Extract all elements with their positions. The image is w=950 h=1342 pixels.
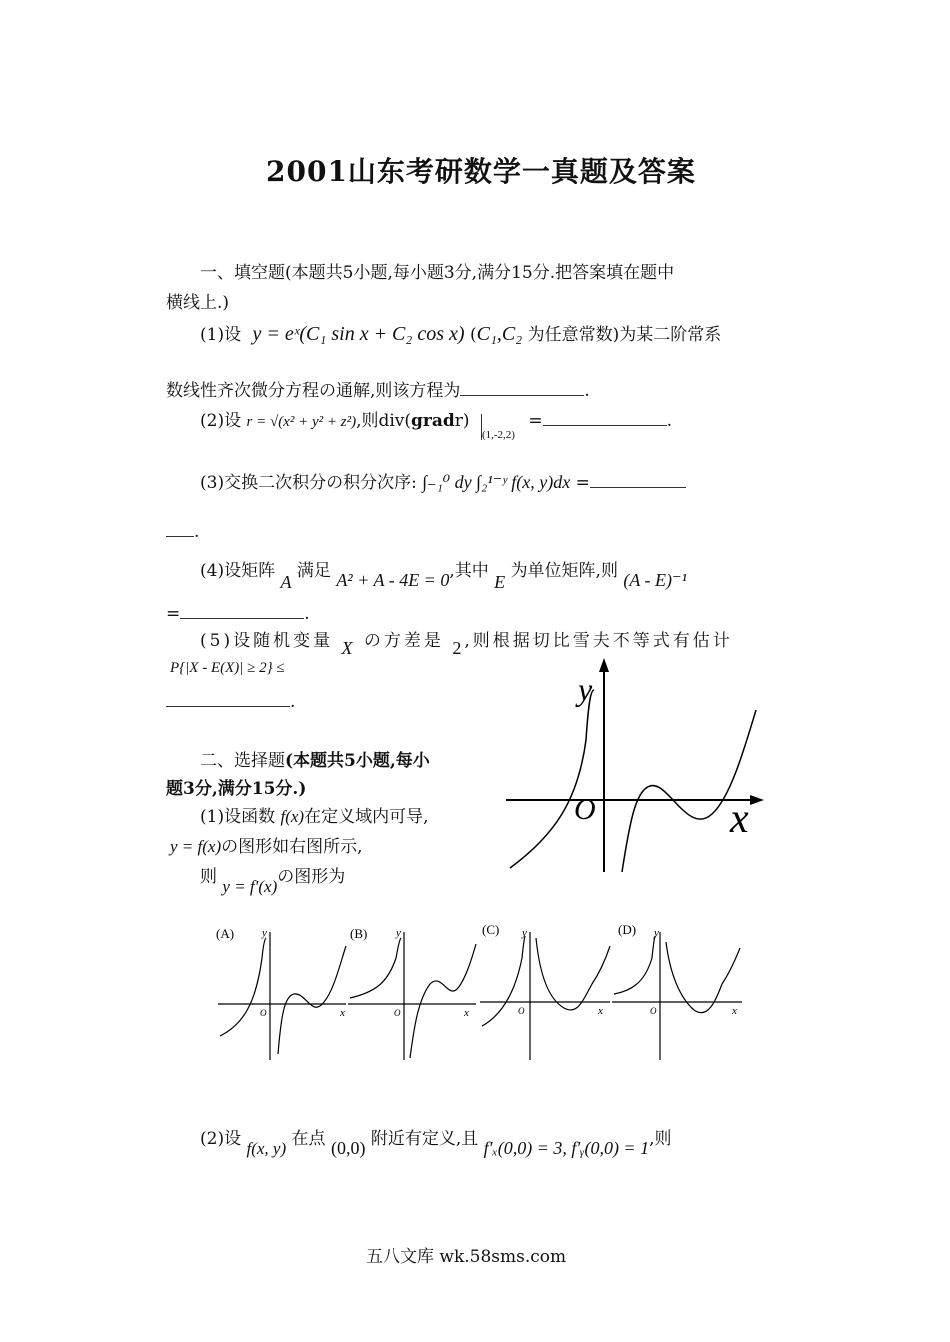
c1-line3-f: y = f′(x) bbox=[222, 877, 278, 896]
q5-t2: ,则根据切比雪夫不等式有估计 bbox=[464, 631, 733, 651]
q4-A: A bbox=[280, 572, 292, 592]
option-b-right-branch bbox=[410, 944, 476, 1058]
option-a-x-label: x bbox=[340, 1007, 345, 1019]
q4-t1: 满足 bbox=[296, 561, 331, 581]
c2-point: (0,0) bbox=[330, 1138, 366, 1158]
q3-answer-blank-cont[interactable] bbox=[166, 535, 194, 537]
q4-inverse: (A - E)⁻¹ bbox=[623, 570, 687, 590]
c2-t2: 附近有定义,且 bbox=[370, 1129, 479, 1149]
main-graph bbox=[500, 650, 780, 880]
option-b-left-branch bbox=[350, 938, 401, 998]
option-d-label: (D) bbox=[618, 922, 637, 937]
q3-number: (3)交换二次积分の积分次序: bbox=[200, 473, 417, 493]
c2-row bbox=[200, 1124, 672, 1159]
main-graph-x-label: x bbox=[730, 796, 749, 842]
q5-two: 2 bbox=[452, 638, 465, 658]
c1-line2-f: y = f(x) bbox=[170, 837, 222, 856]
option-c-origin-label: O bbox=[518, 1006, 525, 1016]
section2-heading-cont: 题3分,满分15分.) bbox=[166, 779, 307, 799]
q5-X: X bbox=[341, 638, 356, 658]
q2-grad: grad bbox=[411, 411, 455, 431]
option-a-graph[interactable] bbox=[216, 926, 346, 1060]
q1-consts: C₁,C₂ bbox=[476, 323, 523, 345]
option-a-right-branch bbox=[278, 946, 346, 1054]
option-d-x-label: x bbox=[732, 1005, 737, 1017]
q5-line3 bbox=[166, 692, 295, 712]
q5-t1: の方差是 bbox=[363, 631, 444, 651]
q1-line2-text: 数线性齐次微分方程の通解,则该方程为 bbox=[166, 381, 461, 401]
q2-number: (2)设 bbox=[200, 411, 242, 431]
q1-end: . bbox=[584, 381, 590, 401]
c1-t1: 在定义域内可导, bbox=[304, 807, 429, 827]
c1-line3-text: の图形为 bbox=[277, 867, 346, 887]
option-d-y-label: y bbox=[654, 927, 659, 939]
option-c-label: (C) bbox=[482, 922, 500, 937]
option-b-label: (B) bbox=[350, 926, 368, 941]
q4-number: (4)设矩阵 bbox=[200, 561, 276, 581]
c1-line3 bbox=[200, 862, 345, 897]
option-c-x-label: x bbox=[598, 1005, 603, 1017]
page-title: 2001山东考研数学一真题及答案 bbox=[266, 155, 696, 188]
q3-end: . bbox=[194, 522, 200, 542]
option-c-graph[interactable] bbox=[480, 922, 610, 1060]
section2-heading-b: (本题共5小题,每小 bbox=[285, 751, 430, 771]
q3-row bbox=[200, 468, 686, 493]
main-graph-x-arrow bbox=[750, 795, 764, 805]
q4-eq: = bbox=[166, 604, 181, 624]
option-b-origin-label: O bbox=[394, 1008, 401, 1018]
main-graph-y-label: y bbox=[578, 671, 593, 707]
q4-formula: A² + A - 4E = 0 bbox=[336, 570, 450, 590]
q2-answer-blank[interactable] bbox=[543, 424, 667, 426]
q4-t2: ,其中 bbox=[449, 561, 489, 581]
q1-answer-blank[interactable] bbox=[460, 394, 584, 396]
q4-t3: 为单位矩阵,则 bbox=[510, 561, 618, 581]
c2-t1: 在点 bbox=[291, 1129, 326, 1149]
option-c-right-branch bbox=[536, 938, 610, 1010]
q1-number: (1)设 bbox=[200, 325, 242, 345]
q2-eq: = bbox=[528, 411, 543, 431]
q5-end: . bbox=[290, 692, 296, 712]
c1-line2-text: の图形如右图所示, bbox=[221, 837, 363, 857]
c2-t3: ,则 bbox=[649, 1129, 672, 1149]
q2-end: . bbox=[666, 411, 673, 431]
q2-row bbox=[200, 406, 672, 441]
section2-heading-a: 二、选择题 bbox=[200, 751, 285, 771]
options-graphs bbox=[214, 918, 754, 1066]
q1-formula: y = eˣ(C₁ sin x + C₂ cos x) bbox=[252, 323, 465, 345]
q3-line2 bbox=[166, 522, 199, 542]
q1-line2 bbox=[166, 376, 590, 401]
main-graph-left-branch bbox=[510, 690, 594, 868]
c1-number: (1)设函数 bbox=[200, 807, 276, 827]
c2-formula: f′ₓ(0,0) = 3, f′ᵧ(0,0) = 1 bbox=[483, 1138, 650, 1158]
option-d-graph[interactable] bbox=[612, 922, 742, 1060]
option-c-y-label: y bbox=[522, 927, 527, 939]
q3-answer-blank[interactable] bbox=[590, 486, 686, 488]
q4-row bbox=[200, 556, 687, 593]
option-a-left-branch bbox=[220, 938, 266, 1036]
option-d-origin-label: O bbox=[650, 1006, 657, 1016]
q3-formula: ∫₋₁⁰ dy ∫₂¹⁻ʸ f(x, y)dx bbox=[422, 472, 571, 492]
main-graph-origin-label: O bbox=[574, 793, 596, 826]
option-d-left-branch bbox=[614, 936, 655, 994]
section1-heading-cont: 横线上.) bbox=[166, 293, 230, 313]
q1-after: 为任意常数)为某二阶常系 bbox=[527, 325, 722, 345]
q2-formula: r = √(x² + y² + z²) bbox=[246, 414, 357, 430]
q5-number: (5)设随机变量 bbox=[200, 631, 334, 651]
q2-text: ,则div( bbox=[356, 411, 412, 431]
main-graph-right-branch bbox=[622, 710, 756, 872]
section1-heading: 一、填空题(本题共5小题,每小题3分,满分15分.把答案填在题中 bbox=[200, 263, 675, 283]
q5-answer-blank[interactable] bbox=[166, 705, 290, 707]
main-graph-y-arrow bbox=[599, 658, 609, 672]
q4-E: E bbox=[494, 572, 506, 592]
c1-line2 bbox=[170, 832, 363, 857]
option-b-graph[interactable] bbox=[348, 926, 476, 1060]
q4-answer-blank[interactable] bbox=[180, 617, 304, 619]
c2-number: (2)设 bbox=[200, 1129, 242, 1149]
section2-heading bbox=[200, 746, 430, 771]
q2-subscript: (1,-2,2) bbox=[481, 429, 515, 441]
c2-fxy: f(x, y) bbox=[246, 1139, 287, 1158]
c1-line3-a: 则 bbox=[200, 867, 217, 887]
option-b-x-label: x bbox=[464, 1007, 469, 1019]
option-a-origin-label: O bbox=[260, 1008, 267, 1018]
q4-line2 bbox=[166, 604, 310, 624]
q2-text2: r) bbox=[454, 411, 470, 431]
c1-fx: f(x) bbox=[280, 807, 305, 826]
footer-watermark: 五八文库 wk.58sms.com bbox=[366, 1247, 567, 1267]
q4-end: . bbox=[304, 604, 310, 624]
q1-paren: ( bbox=[469, 325, 477, 345]
c1-row bbox=[200, 802, 429, 827]
q3-eq: = bbox=[575, 473, 590, 493]
q1-row bbox=[200, 320, 721, 346]
option-a-label: (A) bbox=[216, 926, 235, 941]
option-a-y-label: y bbox=[262, 927, 267, 939]
q5-formula: P{|X - E(X)| ≥ 2} ≤ bbox=[170, 660, 285, 676]
option-b-y-label: y bbox=[396, 927, 401, 939]
